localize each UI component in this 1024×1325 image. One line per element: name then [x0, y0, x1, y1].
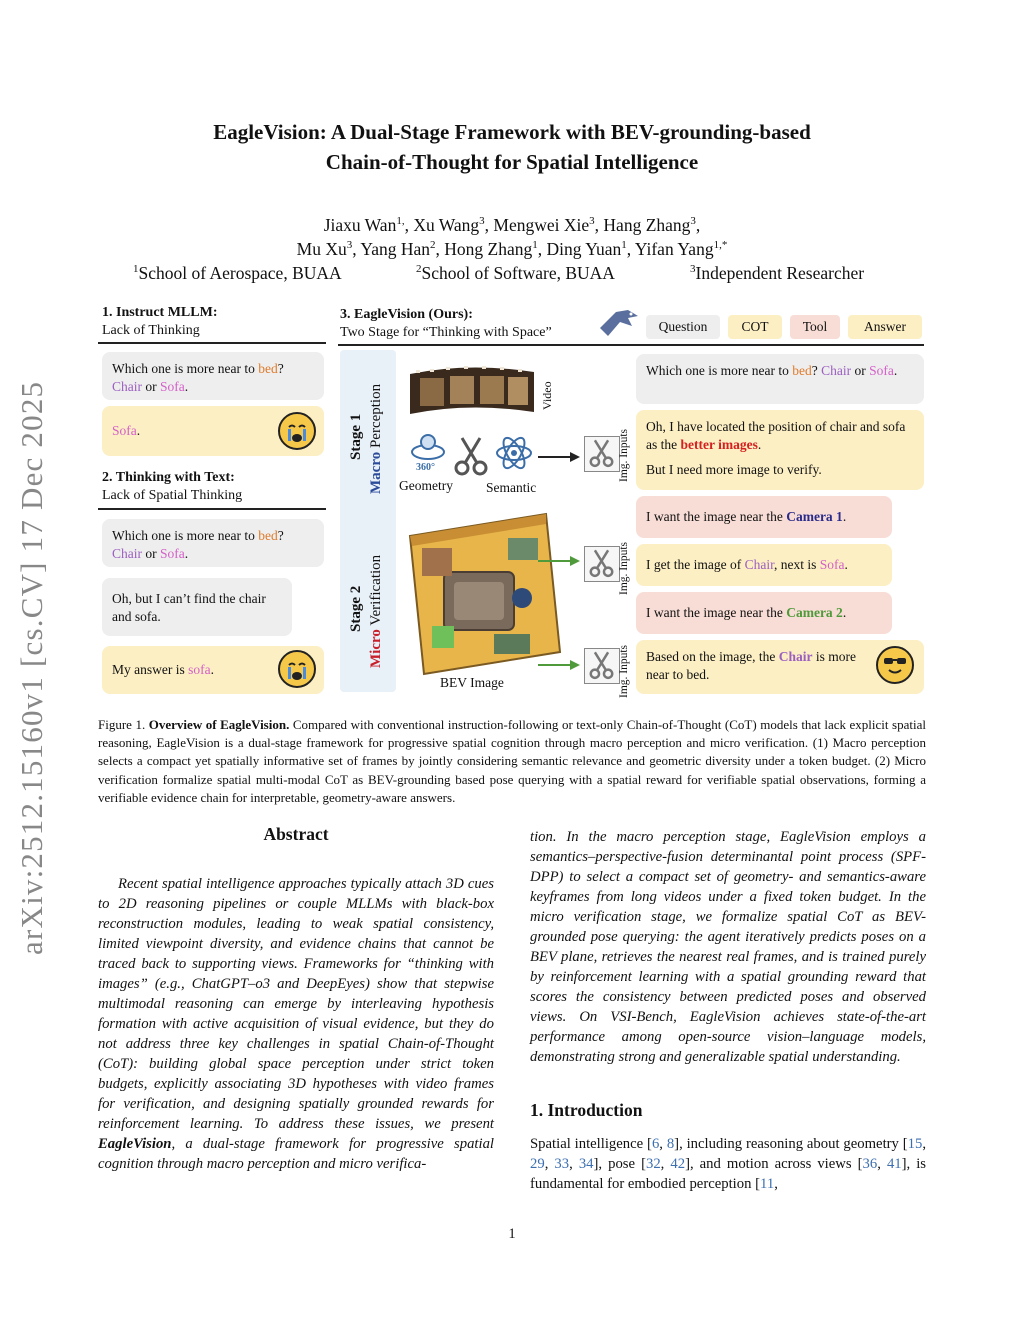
stage2-label: Stage 2	[348, 585, 364, 632]
img-inputs-label-1: Img. Inputs	[618, 428, 630, 482]
p2-cot-bubble: Oh, but I can’t find the chair and sofa.	[102, 578, 292, 636]
paper-title-line1: EagleVision: A Dual-Stage Framework with BEV-grounding-based	[213, 120, 811, 144]
legend-question: Question	[646, 315, 720, 339]
crying-face-icon	[278, 650, 316, 688]
legend-answer: Answer	[848, 315, 922, 339]
abstract-left-column: Recent spatial intelligence approaches typically attach 3D cues to 2D reasoning pipelines or couple MLLMs with black-box reconstruction modules, leading to weak spatial consistency, limited viewpoint diversity, and evidence chains that cannot be traced back to supporting views. Frameworks for “thinking with images” (e.g., ChatGPT–o3 and DeepEyes) show that stepwise multimodal reasoning can emerge by interleaving hypothesis formation with active acquisition of visual evidence, but they do not address three key challenges in spatial Chain-of-Thought (CoT): building global space perception under strict token budgets, explicitly associating 3D hypotheses with video frames for verification, and designing spatially grounded rewards for reinforcement learning. To address these issues, we present EagleVision, a dual-stage framework for progressive spatial cognition through macro perception and micro verifica-	[98, 876, 494, 1172]
sunglasses-face-icon	[876, 646, 914, 684]
stage2-sub: Micro Verification	[368, 554, 384, 668]
intro-heading: 1. Introduction	[530, 1100, 643, 1120]
legend-cot: COT	[728, 315, 782, 339]
img-inputs-label-2: Img. Inputs	[618, 541, 630, 595]
figure-1	[98, 302, 926, 702]
semantic-label: Semantic	[486, 480, 537, 495]
p3-tool-bubble-1: I want the image near the Camera 1.	[636, 496, 892, 538]
p1-question-bubble: Which one is more near to bed? Chair or Sofa.	[102, 352, 324, 400]
page-number: 1	[508, 1226, 516, 1242]
p3-tool-bubble-2: I want the image near the Camera 2.	[636, 592, 892, 634]
img-inputs-label-3: Img. Inputs	[618, 644, 630, 698]
degree-label: 360°	[416, 462, 435, 473]
panel3-heading: 3. EagleVision (Ours):	[340, 307, 473, 322]
intro-paragraph: Spatial intelligence [6, 8], including reasoning about geometry [15, 29, 33, 34], pose [32, 42], and motion across views [36, 41], is fundamental for embodied perception [11,	[530, 1136, 927, 1192]
semantic-atom-icon	[494, 432, 534, 474]
p2-question-bubble: Which one is more near to bed? Chair or Sofa.	[102, 519, 324, 567]
video-label: Video	[540, 381, 554, 410]
paper-title-line2: Chain-of-Thought for Spatial Intelligence	[325, 150, 699, 174]
scissors-icon	[454, 436, 488, 476]
panel3-rule	[338, 344, 924, 346]
chair-image-icon	[584, 546, 620, 582]
arrow	[538, 658, 580, 670]
bev-image-label: BEV Image	[440, 675, 504, 690]
arrow	[538, 554, 580, 566]
stage1-sub: Macro Perception	[368, 383, 384, 494]
panel2-rule	[98, 508, 326, 510]
abstract-right-column: tion. In the macro perception stage, EagleVision employs a semantics–perspective-fusion determinantal point process (SPF-DPP) to select a compact set of geometry- and semantics-aware keyframes from long videos under a fixed token budget. In the micro verification stage, we formalize spatial CoT as BEV-grounded pose querying: the agent iteratively predicts poses on a BEV plane, retrieves the nearest real frames, and is trained purely by reinforcement learning with a spatial grounding reward that scores the consistency between predicted poses and observed views. On VSI-Bench, EagleVision achieves state-of-the-art performance among open-source vision–language models, demonstrating strong and generalizable spatial understanding.	[530, 829, 926, 1065]
p3-get-image-bubble: I get the image of Chair, next is Sofa.	[636, 544, 892, 586]
p2-answer-bubble: My answer is sofa.	[102, 646, 324, 694]
selected-images-icon	[584, 436, 620, 472]
video-filmstrip-icon	[408, 362, 538, 420]
panel1-sub: Lack of Thinking	[102, 323, 200, 338]
sofa-image-icon	[584, 648, 620, 684]
crying-face-icon	[278, 412, 316, 450]
authors-line1: Jiaxu Wan$^{1,}$, Xu Wang$^3$, Mengwei Xie$^3$, Hang Zhang$^3$,	[323, 215, 701, 235]
geometry-label: Geometry	[399, 478, 453, 493]
figure-caption: Figure 1. Overview of EagleVision. Compared with conventional instruction-following or text-only Chain-of-Thought (CoT) models that lack explicit spatial reasoning, EagleVision is a dual-stage framework for progressive spatial cognition through macro perception and micro verification. (1) Macro perception selects a compact yet spatially informative set of frames by jointly considering semantic relevance and geometric diversity under a token budget. (2) Micro verification formalize spatial multi-modal CoT as BEV-grounding based pose querying with a spatial reward for verifiable spatial observations, forming a verifiable evidence chain for interpretable, geometry-aware answers.	[98, 717, 926, 805]
stage1-label: Stage 1	[348, 413, 364, 460]
p1-answer-bubble: Sofa.	[102, 406, 324, 456]
panel2-heading: 2. Thinking with Text:	[102, 470, 235, 485]
arrow	[538, 450, 580, 462]
panel2-sub: Lack of Spatial Thinking	[102, 488, 243, 503]
panel3-sub: Two Stage for “Thinking with Space”	[340, 325, 552, 340]
arxiv-stamp: arXiv:2512.15160v1 [cs.CV] 17 Dec 2025	[14, 380, 49, 955]
abstract-heading: Abstract	[263, 824, 329, 844]
bev-room-image	[396, 502, 566, 678]
panel1-rule	[98, 342, 326, 344]
p3-answer-bubble: Based on the image, the Chair is more near to bed.	[636, 640, 924, 694]
legend-tool: Tool	[790, 315, 840, 339]
p3-cot-bubble: Oh, I have located the position of chair and sofa as the better images. But I need more image to verify.	[636, 410, 924, 490]
panel1-heading: 1. Instruct MLLM:	[102, 305, 218, 320]
authors-line2: Mu Xu$^3$, Yang Han$^2$, Hong Zhang$^1$, Ding Yuan$^1$, Yifan Yang$^{1,*}$	[296, 239, 728, 259]
eagle-logo-icon	[598, 306, 640, 340]
p3-question-bubble: Which one is more near to bed? Chair or Sofa.	[636, 354, 924, 404]
